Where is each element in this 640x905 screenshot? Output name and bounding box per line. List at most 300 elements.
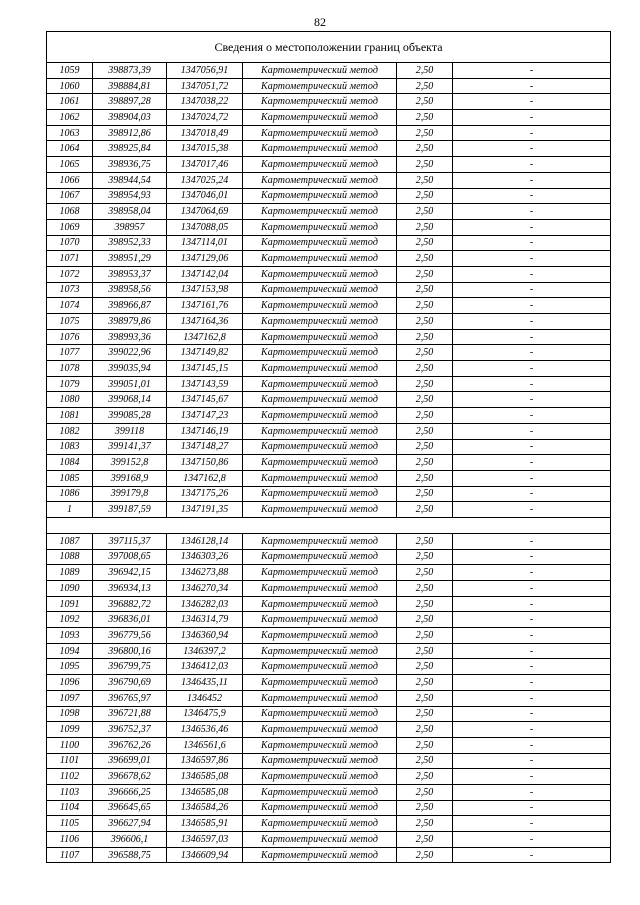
y-coordinate-cell: 1346585,08 (167, 784, 243, 800)
accuracy-cell: 2,50 (397, 63, 453, 79)
point-number-cell: 1071 (47, 251, 93, 267)
description-cell: - (453, 753, 611, 769)
method-cell: Картометрический метод (243, 675, 397, 691)
x-coordinate-cell: 396765,97 (93, 690, 167, 706)
table-row (47, 581, 611, 597)
x-coordinate-cell: 396836,01 (93, 612, 167, 628)
accuracy-cell: 2,50 (397, 110, 453, 126)
description-cell: - (453, 188, 611, 204)
accuracy-cell: 2,50 (397, 706, 453, 722)
group-separator-row (47, 517, 611, 533)
table-row (47, 706, 611, 722)
description-cell: - (453, 628, 611, 644)
point-number-cell: 1089 (47, 565, 93, 581)
method-cell: Картометрический метод (243, 533, 397, 549)
method-cell: Картометрический метод (243, 361, 397, 377)
method-cell: Картометрический метод (243, 832, 397, 848)
point-number-cell: 1079 (47, 376, 93, 392)
method-cell: Картометрический метод (243, 141, 397, 157)
x-coordinate-cell: 396934,13 (93, 581, 167, 597)
point-number-cell: 1099 (47, 722, 93, 738)
method-cell: Картометрический метод (243, 94, 397, 110)
x-coordinate-cell: 399051,01 (93, 376, 167, 392)
method-cell: Картометрический метод (243, 439, 397, 455)
method-cell: Картометрический метод (243, 455, 397, 471)
point-number-cell: 1059 (47, 63, 93, 79)
y-coordinate-cell: 1347146,19 (167, 423, 243, 439)
x-coordinate-cell: 398873,39 (93, 63, 167, 79)
description-cell: - (453, 800, 611, 816)
y-coordinate-cell: 1347191,35 (167, 502, 243, 518)
y-coordinate-cell: 1346585,91 (167, 816, 243, 832)
page-number: 82 (314, 15, 326, 29)
accuracy-cell: 2,50 (397, 549, 453, 565)
method-cell: Картометрический метод (243, 329, 397, 345)
method-cell: Картометрический метод (243, 314, 397, 330)
description-cell: - (453, 172, 611, 188)
description-cell: - (453, 141, 611, 157)
table-row (47, 612, 611, 628)
x-coordinate-cell: 396606,1 (93, 832, 167, 848)
x-coordinate-cell: 396699,01 (93, 753, 167, 769)
point-number-cell: 1074 (47, 298, 93, 314)
table-row (47, 235, 611, 251)
description-cell: - (453, 439, 611, 455)
x-coordinate-cell: 397115,37 (93, 533, 167, 549)
description-cell: - (453, 110, 611, 126)
method-cell: Картометрический метод (243, 63, 397, 79)
y-coordinate-cell: 1346128,14 (167, 533, 243, 549)
y-coordinate-cell: 1346585,08 (167, 769, 243, 785)
point-number-cell: 1091 (47, 596, 93, 612)
description-cell: - (453, 549, 611, 565)
x-coordinate-cell: 399179,8 (93, 486, 167, 502)
y-coordinate-cell: 1347088,05 (167, 219, 243, 235)
x-coordinate-cell: 399168,9 (93, 470, 167, 486)
point-number-cell: 1064 (47, 141, 93, 157)
table-row (47, 737, 611, 753)
y-coordinate-cell: 1347150,86 (167, 455, 243, 471)
method-cell: Картометрический метод (243, 219, 397, 235)
table-row (47, 643, 611, 659)
accuracy-cell: 2,50 (397, 251, 453, 267)
table-row (47, 800, 611, 816)
y-coordinate-cell: 1347161,76 (167, 298, 243, 314)
accuracy-cell: 2,50 (397, 486, 453, 502)
method-cell: Картометрический метод (243, 628, 397, 644)
accuracy-cell: 2,50 (397, 172, 453, 188)
description-cell: - (453, 816, 611, 832)
point-number-cell: 1060 (47, 78, 93, 94)
method-cell: Картометрический метод (243, 266, 397, 282)
x-coordinate-cell: 398979,86 (93, 314, 167, 330)
accuracy-cell: 2,50 (397, 565, 453, 581)
table-row (47, 329, 611, 345)
description-cell: - (453, 78, 611, 94)
description-cell: - (453, 94, 611, 110)
accuracy-cell: 2,50 (397, 298, 453, 314)
description-cell: - (453, 581, 611, 597)
table-row (47, 408, 611, 424)
table-row (47, 376, 611, 392)
method-cell: Картометрический метод (243, 737, 397, 753)
accuracy-cell: 2,50 (397, 628, 453, 644)
boundary-coordinates-table (46, 31, 611, 863)
y-coordinate-cell: 1347018,49 (167, 125, 243, 141)
method-cell: Картометрический метод (243, 235, 397, 251)
description-cell: - (453, 423, 611, 439)
method-cell: Картометрический метод (243, 125, 397, 141)
method-cell: Картометрический метод (243, 549, 397, 565)
y-coordinate-cell: 1347025,24 (167, 172, 243, 188)
method-cell: Картометрический метод (243, 298, 397, 314)
x-coordinate-cell: 398936,75 (93, 157, 167, 173)
description-cell: - (453, 470, 611, 486)
point-number-cell: 1098 (47, 706, 93, 722)
point-number-cell: 1082 (47, 423, 93, 439)
table-row (47, 549, 611, 565)
point-number-cell: 1083 (47, 439, 93, 455)
point-number-cell: 1090 (47, 581, 93, 597)
y-coordinate-cell: 1346360,94 (167, 628, 243, 644)
x-coordinate-cell: 396882,72 (93, 596, 167, 612)
description-cell: - (453, 125, 611, 141)
x-coordinate-cell: 399118 (93, 423, 167, 439)
table-row (47, 314, 611, 330)
table-row (47, 659, 611, 675)
y-coordinate-cell: 1346597,03 (167, 832, 243, 848)
accuracy-cell: 2,50 (397, 329, 453, 345)
y-coordinate-cell: 1346282,03 (167, 596, 243, 612)
point-number-cell: 1104 (47, 800, 93, 816)
method-cell: Картометрический метод (243, 816, 397, 832)
point-number-cell: 1069 (47, 219, 93, 235)
accuracy-cell: 2,50 (397, 832, 453, 848)
point-number-cell: 1105 (47, 816, 93, 832)
method-cell: Картометрический метод (243, 486, 397, 502)
accuracy-cell: 2,50 (397, 392, 453, 408)
x-coordinate-cell: 396588,75 (93, 847, 167, 863)
x-coordinate-cell: 396790,69 (93, 675, 167, 691)
point-number-cell: 1068 (47, 204, 93, 220)
x-coordinate-cell: 398958,56 (93, 282, 167, 298)
description-cell: - (453, 235, 611, 251)
accuracy-cell: 2,50 (397, 282, 453, 298)
method-cell: Картометрический метод (243, 659, 397, 675)
method-cell: Картометрический метод (243, 643, 397, 659)
accuracy-cell: 2,50 (397, 847, 453, 863)
x-coordinate-cell: 398925,84 (93, 141, 167, 157)
description-cell: - (453, 314, 611, 330)
point-number-cell: 1066 (47, 172, 93, 188)
accuracy-cell: 2,50 (397, 408, 453, 424)
x-coordinate-cell: 398944,54 (93, 172, 167, 188)
y-coordinate-cell: 1347142,04 (167, 266, 243, 282)
point-number-cell: 1096 (47, 675, 93, 691)
method-cell: Картометрический метод (243, 753, 397, 769)
y-coordinate-cell: 1347015,38 (167, 141, 243, 157)
description-cell: - (453, 722, 611, 738)
accuracy-cell: 2,50 (397, 753, 453, 769)
x-coordinate-cell: 399085,28 (93, 408, 167, 424)
x-coordinate-cell: 396800,16 (93, 643, 167, 659)
accuracy-cell: 2,50 (397, 675, 453, 691)
table-row (47, 298, 611, 314)
point-number-cell: 1085 (47, 470, 93, 486)
point-number-cell: 1088 (47, 549, 93, 565)
table-row (47, 753, 611, 769)
accuracy-cell: 2,50 (397, 596, 453, 612)
x-coordinate-cell: 396752,37 (93, 722, 167, 738)
y-coordinate-cell: 1347145,67 (167, 392, 243, 408)
accuracy-cell: 2,50 (397, 690, 453, 706)
y-coordinate-cell: 1346412,03 (167, 659, 243, 675)
point-number-cell: 1084 (47, 455, 93, 471)
x-coordinate-cell: 396666,25 (93, 784, 167, 800)
description-cell: - (453, 596, 611, 612)
table-row (47, 63, 611, 79)
description-cell: - (453, 408, 611, 424)
description-cell: - (453, 832, 611, 848)
method-cell: Картометрический метод (243, 110, 397, 126)
y-coordinate-cell: 1347064,69 (167, 204, 243, 220)
x-coordinate-cell: 398966,87 (93, 298, 167, 314)
method-cell: Картометрический метод (243, 565, 397, 581)
x-coordinate-cell: 396627,94 (93, 816, 167, 832)
y-coordinate-cell: 1346536,46 (167, 722, 243, 738)
method-cell: Картометрический метод (243, 470, 397, 486)
point-number-cell: 1102 (47, 769, 93, 785)
point-number-cell: 1080 (47, 392, 93, 408)
description-cell: - (453, 282, 611, 298)
y-coordinate-cell: 1347164,36 (167, 314, 243, 330)
description-cell: - (453, 204, 611, 220)
description-cell: - (453, 486, 611, 502)
accuracy-cell: 2,50 (397, 612, 453, 628)
table-row (47, 722, 611, 738)
accuracy-cell: 2,50 (397, 800, 453, 816)
point-number-cell: 1101 (47, 753, 93, 769)
point-number-cell: 1103 (47, 784, 93, 800)
table-row (47, 565, 611, 581)
y-coordinate-cell: 1346270,34 (167, 581, 243, 597)
y-coordinate-cell: 1347046,01 (167, 188, 243, 204)
accuracy-cell: 2,50 (397, 455, 453, 471)
table-row (47, 110, 611, 126)
description-cell: - (453, 675, 611, 691)
method-cell: Картометрический метод (243, 392, 397, 408)
method-cell: Картометрический метод (243, 157, 397, 173)
accuracy-cell: 2,50 (397, 345, 453, 361)
point-number-cell: 1097 (47, 690, 93, 706)
x-coordinate-cell: 399035,94 (93, 361, 167, 377)
method-cell: Картометрический метод (243, 706, 397, 722)
accuracy-cell: 2,50 (397, 737, 453, 753)
description-cell: - (453, 737, 611, 753)
table-row (47, 423, 611, 439)
description-cell: - (453, 502, 611, 518)
y-coordinate-cell: 1347162,8 (167, 470, 243, 486)
x-coordinate-cell: 396762,26 (93, 737, 167, 753)
y-coordinate-cell: 1346475,9 (167, 706, 243, 722)
table-row (47, 392, 611, 408)
point-number-cell: 1061 (47, 94, 93, 110)
method-cell: Картометрический метод (243, 502, 397, 518)
table-row (47, 188, 611, 204)
y-coordinate-cell: 1346303,26 (167, 549, 243, 565)
y-coordinate-cell: 1346584,26 (167, 800, 243, 816)
accuracy-cell: 2,50 (397, 533, 453, 549)
method-cell: Картометрический метод (243, 423, 397, 439)
y-coordinate-cell: 1347145,15 (167, 361, 243, 377)
x-coordinate-cell: 398884,81 (93, 78, 167, 94)
point-number-cell: 1070 (47, 235, 93, 251)
description-cell: - (453, 157, 611, 173)
accuracy-cell: 2,50 (397, 643, 453, 659)
y-coordinate-cell: 1347024,72 (167, 110, 243, 126)
x-coordinate-cell: 398953,37 (93, 266, 167, 282)
description-cell: - (453, 63, 611, 79)
y-coordinate-cell: 1347147,23 (167, 408, 243, 424)
point-number-cell: 1073 (47, 282, 93, 298)
method-cell: Картометрический метод (243, 172, 397, 188)
table-row (47, 596, 611, 612)
table-row (47, 266, 611, 282)
y-coordinate-cell: 1346273,88 (167, 565, 243, 581)
x-coordinate-cell: 398904,03 (93, 110, 167, 126)
y-coordinate-cell: 1346452 (167, 690, 243, 706)
description-cell: - (453, 769, 611, 785)
accuracy-cell: 2,50 (397, 266, 453, 282)
description-cell: - (453, 533, 611, 549)
accuracy-cell: 2,50 (397, 784, 453, 800)
description-cell: - (453, 612, 611, 628)
table-row (47, 361, 611, 377)
description-cell: - (453, 565, 611, 581)
accuracy-cell: 2,50 (397, 769, 453, 785)
table-row (47, 282, 611, 298)
y-coordinate-cell: 1347017,46 (167, 157, 243, 173)
method-cell: Картометрический метод (243, 204, 397, 220)
y-coordinate-cell: 1346561,6 (167, 737, 243, 753)
accuracy-cell: 2,50 (397, 141, 453, 157)
accuracy-cell: 2,50 (397, 581, 453, 597)
x-coordinate-cell: 398951,29 (93, 251, 167, 267)
accuracy-cell: 2,50 (397, 204, 453, 220)
point-number-cell: 1094 (47, 643, 93, 659)
accuracy-cell: 2,50 (397, 157, 453, 173)
table-row (47, 219, 611, 235)
y-coordinate-cell: 1347149,82 (167, 345, 243, 361)
accuracy-cell: 2,50 (397, 125, 453, 141)
accuracy-cell: 2,50 (397, 502, 453, 518)
method-cell: Картометрический метод (243, 188, 397, 204)
table-title: Сведения о местоположении границ объекта (47, 32, 611, 63)
accuracy-cell: 2,50 (397, 470, 453, 486)
y-coordinate-cell: 1347162,8 (167, 329, 243, 345)
description-cell: - (453, 659, 611, 675)
table-row (47, 125, 611, 141)
table-row (47, 533, 611, 549)
point-number-cell: 1065 (47, 157, 93, 173)
y-coordinate-cell: 1347051,72 (167, 78, 243, 94)
y-coordinate-cell: 1347114,01 (167, 235, 243, 251)
method-cell: Картометрический метод (243, 581, 397, 597)
table-row (47, 675, 611, 691)
y-coordinate-cell: 1347038,22 (167, 94, 243, 110)
method-cell: Картометрический метод (243, 847, 397, 863)
table-row (47, 628, 611, 644)
method-cell: Картометрический метод (243, 282, 397, 298)
description-cell: - (453, 643, 611, 659)
table-title-row (47, 32, 611, 63)
table-row (47, 784, 611, 800)
description-cell: - (453, 251, 611, 267)
x-coordinate-cell: 398954,93 (93, 188, 167, 204)
table-row (47, 141, 611, 157)
table-row (47, 502, 611, 518)
description-cell: - (453, 266, 611, 282)
y-coordinate-cell: 1346314,79 (167, 612, 243, 628)
point-number-cell: 1075 (47, 314, 93, 330)
x-coordinate-cell: 398912,86 (93, 125, 167, 141)
method-cell: Картометрический метод (243, 800, 397, 816)
method-cell: Картометрический метод (243, 251, 397, 267)
method-cell: Картометрический метод (243, 722, 397, 738)
table-row (47, 157, 611, 173)
accuracy-cell: 2,50 (397, 722, 453, 738)
point-number-cell: 1086 (47, 486, 93, 502)
x-coordinate-cell: 398957 (93, 219, 167, 235)
accuracy-cell: 2,50 (397, 423, 453, 439)
y-coordinate-cell: 1347153,98 (167, 282, 243, 298)
method-cell: Картометрический метод (243, 78, 397, 94)
x-coordinate-cell: 396721,88 (93, 706, 167, 722)
description-cell: - (453, 392, 611, 408)
description-cell: - (453, 298, 611, 314)
x-coordinate-cell: 399022,96 (93, 345, 167, 361)
x-coordinate-cell: 399187,59 (93, 502, 167, 518)
x-coordinate-cell: 398993,36 (93, 329, 167, 345)
point-number-cell: 1078 (47, 361, 93, 377)
y-coordinate-cell: 1347129,06 (167, 251, 243, 267)
description-cell: - (453, 345, 611, 361)
x-coordinate-cell: 398897,28 (93, 94, 167, 110)
table-row (47, 486, 611, 502)
x-coordinate-cell: 396678,62 (93, 769, 167, 785)
accuracy-cell: 2,50 (397, 314, 453, 330)
table-row (47, 345, 611, 361)
table-row (47, 832, 611, 848)
description-cell: - (453, 847, 611, 863)
x-coordinate-cell: 396942,15 (93, 565, 167, 581)
y-coordinate-cell: 1346597,86 (167, 753, 243, 769)
x-coordinate-cell: 399152,8 (93, 455, 167, 471)
method-cell: Картометрический метод (243, 784, 397, 800)
table-row (47, 847, 611, 863)
point-number-cell: 1093 (47, 628, 93, 644)
method-cell: Картометрический метод (243, 408, 397, 424)
accuracy-cell: 2,50 (397, 235, 453, 251)
point-number-cell: 1076 (47, 329, 93, 345)
point-number-cell: 1 (47, 502, 93, 518)
accuracy-cell: 2,50 (397, 659, 453, 675)
table-row (47, 94, 611, 110)
point-number-cell: 1062 (47, 110, 93, 126)
method-cell: Картометрический метод (243, 345, 397, 361)
description-cell: - (453, 376, 611, 392)
table-row (47, 816, 611, 832)
